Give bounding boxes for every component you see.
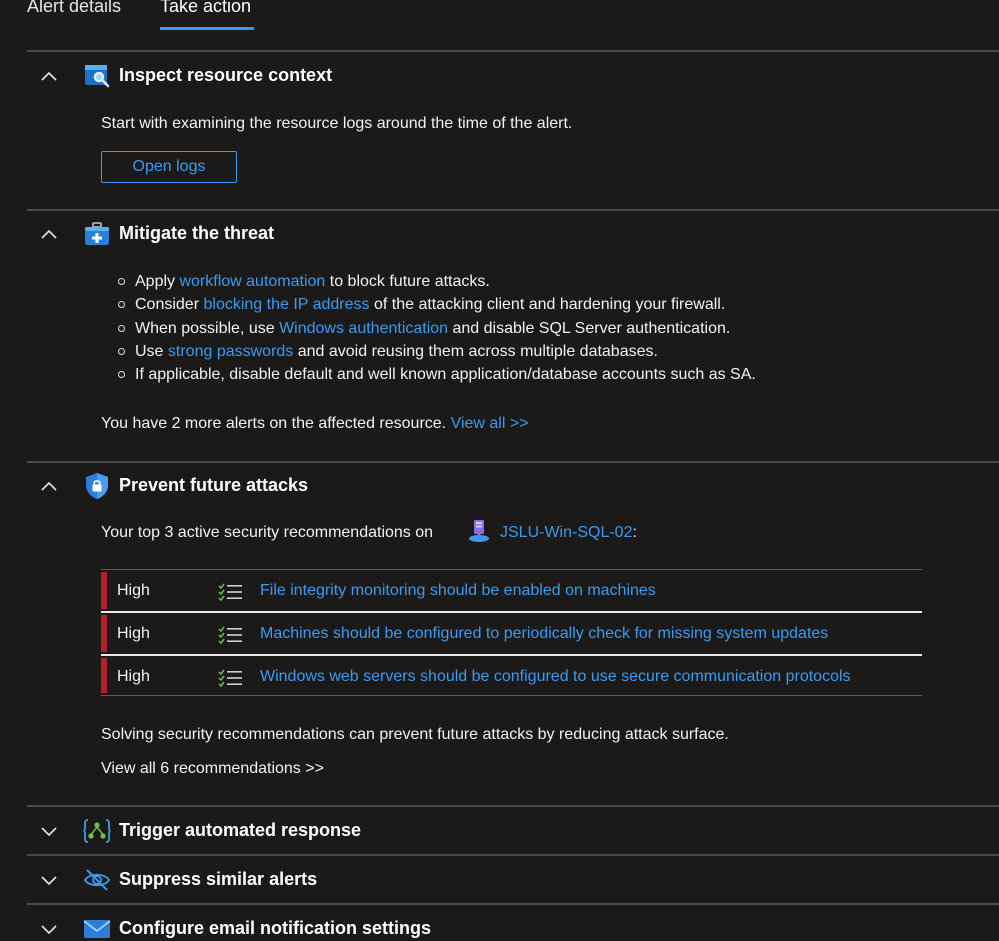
bullet-icon — [118, 278, 125, 285]
divider — [27, 50, 999, 52]
section-title-prevent: Prevent future attacks — [119, 475, 309, 495]
view-all-recommendations-link[interactable]: View all 6 recommendations >> — [101, 760, 324, 777]
section-title-mitigate: Mitigate the threat — [119, 223, 275, 243]
severity-label: High — [117, 582, 150, 599]
severity-label: High — [117, 625, 150, 643]
more-alerts-text: You have 2 more alerts on the affected resource. — [101, 415, 447, 432]
list-item: Apply workflow automation to block future attacks. — [118, 270, 756, 293]
section-header-trigger[interactable] — [27, 816, 999, 846]
severity-indicator — [101, 615, 107, 651]
section-header-suppress[interactable] — [27, 865, 999, 895]
list-item: If applicable, disable default and well known application/database accounts such as SA. — [118, 363, 756, 386]
section-title-inspect: Inspect resource context — [119, 65, 333, 85]
active-tab-indicator — [160, 27, 254, 30]
virtual-machine-icon — [468, 519, 490, 543]
recommendation-link[interactable]: File integrity monitoring should be enabled on machines — [260, 582, 656, 599]
inspect-description: Start with examining the resource logs around the time of the alert. — [101, 115, 573, 132]
severity-indicator — [101, 572, 107, 609]
view-all-alerts-link[interactable]: View all >> — [450, 415, 529, 432]
checklist-icon — [218, 583, 244, 601]
windows-authentication-link[interactable]: Windows authentication — [279, 319, 449, 337]
divider — [27, 805, 999, 807]
bullet-icon — [118, 348, 125, 355]
solving-text: Solving security recommendations can prevent future attacks by reducing attack surface. — [101, 726, 729, 743]
resource-name-line: JSLU-Win-SQL-02: — [500, 524, 637, 541]
recommendations-table — [101, 569, 922, 696]
list-item: Consider blocking the IP address of the attacking client and hardening your firewall. — [118, 293, 756, 316]
open-logs-button[interactable]: Open logs — [101, 151, 237, 183]
section-header-prevent[interactable] — [27, 471, 999, 501]
section-title-suppress: Suppress similar alerts — [119, 869, 318, 889]
tab-bar — [0, 0, 999, 40]
more-alerts-line — [101, 415, 529, 433]
toolbox-icon — [83, 220, 111, 248]
section-title-email: Configure email notification settings — [119, 918, 432, 938]
table-row[interactable] — [101, 569, 922, 611]
section-header-mitigate[interactable] — [27, 219, 999, 249]
automation-icon — [83, 817, 111, 845]
block-ip-link[interactable]: blocking the IP address — [203, 296, 370, 314]
divider — [27, 461, 999, 463]
recommendation-link[interactable]: Windows web servers should be configured to use secure communication protocols — [260, 667, 851, 685]
eye-hidden-icon — [83, 866, 111, 894]
severity-indicator — [101, 658, 107, 693]
divider — [27, 209, 999, 211]
shield-lock-icon — [83, 472, 111, 500]
checklist-icon — [218, 626, 244, 644]
checklist-icon — [218, 669, 244, 687]
bullet-icon — [118, 301, 125, 308]
divider — [27, 854, 999, 856]
chevron-up-icon[interactable] — [41, 227, 57, 241]
divider — [27, 903, 999, 905]
chevron-up-icon[interactable] — [41, 69, 57, 83]
inspect-logs-icon — [83, 62, 111, 90]
table-row[interactable] — [101, 654, 922, 696]
severity-label: High — [117, 667, 150, 685]
chevron-down-icon[interactable] — [41, 824, 57, 838]
recommendations-intro: Your top 3 active security recommendations on — [101, 524, 434, 541]
strong-passwords-link[interactable]: strong passwords — [167, 342, 294, 360]
section-header-inspect[interactable] — [27, 61, 999, 91]
section-header-email[interactable] — [27, 914, 999, 941]
workflow-automation-link[interactable]: workflow automation — [179, 273, 326, 290]
resource-link[interactable]: JSLU-Win-SQL-02 — [500, 524, 633, 541]
list-item: When possible, use Windows authentication and disable SQL Server authentication. — [118, 317, 756, 340]
section-title-trigger: Trigger automated response — [119, 820, 362, 840]
chevron-down-icon[interactable] — [41, 873, 57, 887]
table-row[interactable] — [101, 611, 922, 653]
chevron-down-icon[interactable] — [41, 922, 57, 936]
chevron-up-icon[interactable] — [41, 479, 57, 493]
list-item: Use strong passwords and avoid reusing them across multiple databases. — [118, 340, 756, 363]
bullet-icon — [118, 325, 125, 332]
recommendation-link[interactable]: Machines should be configured to periodically check for missing system updates — [260, 625, 829, 643]
bullet-icon — [118, 371, 125, 378]
envelope-icon — [83, 915, 111, 941]
mitigation-steps-list — [118, 270, 756, 386]
tab-alert-details[interactable]: Alert details — [27, 0, 122, 16]
tab-take-action[interactable]: Take action — [160, 0, 252, 16]
